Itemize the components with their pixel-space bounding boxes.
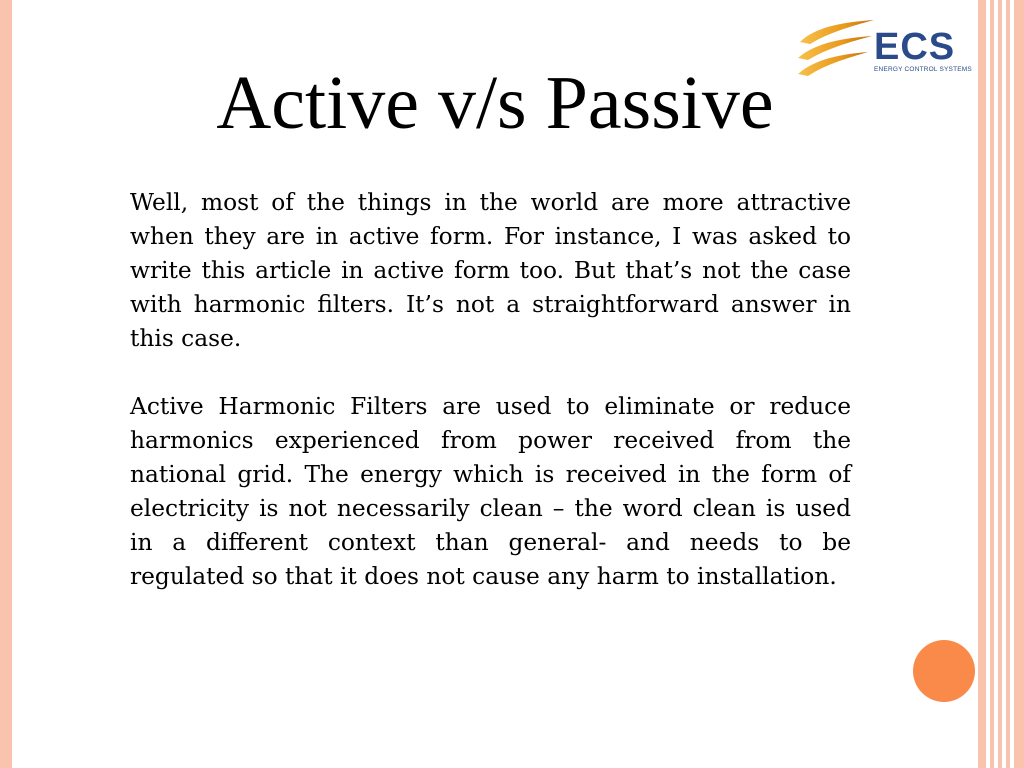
body-paragraph: Well, most of the things in the world are more attractive when they are in active form. For instance, I was asked to write this article in active form too. But that’s not the case with harmonic filters. It’s not a straightforward answer in this case. (130, 189, 851, 352)
frame-stripe (1014, 0, 1024, 768)
orange-circle-decoration (913, 640, 975, 702)
frame-stripe (998, 0, 1002, 768)
body-paragraph: Active Harmonic Filters are used to eliminate or reduce harmonics experienced from power received from the national grid. The energy which is received in the form of electricity is not necessarily clean – the word clean is used in a different context than general- and needs to be regulated so that it does not cause any harm to installation. (130, 393, 851, 590)
slide-body (130, 186, 851, 628)
logo-tagline: ENERGY CONTROL SYSTEMS (874, 66, 972, 73)
slide-title: Active v/s Passive (216, 61, 774, 145)
frame-stripe (1006, 0, 1010, 768)
logo-wordmark: ECS (874, 26, 956, 68)
frame-stripe (990, 0, 994, 768)
